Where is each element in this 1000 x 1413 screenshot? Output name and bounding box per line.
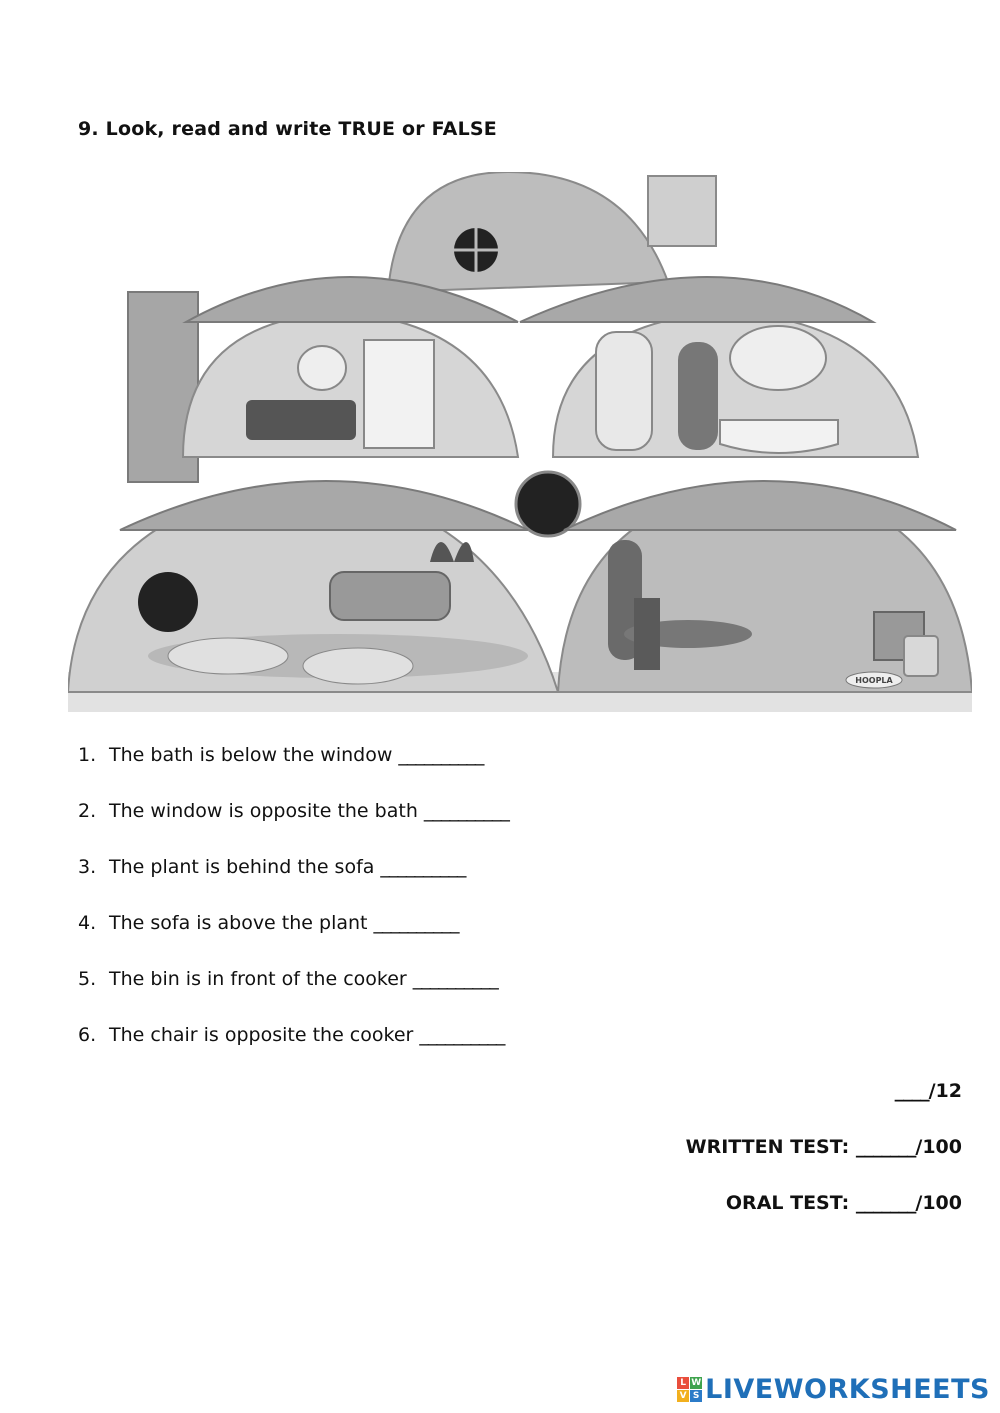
tv xyxy=(138,572,198,632)
chair xyxy=(634,598,660,670)
oral-test-total: /100 xyxy=(915,1192,962,1214)
answer-blank[interactable]: __________ xyxy=(373,912,459,934)
bedroom-window xyxy=(298,346,346,390)
bath xyxy=(720,420,838,453)
question-list xyxy=(78,744,509,1080)
question-item xyxy=(78,1024,509,1080)
section-score-total: /12 xyxy=(928,1080,962,1102)
question-text: The plant is behind the sofa xyxy=(109,856,375,878)
living-room-roof xyxy=(120,481,528,530)
logo-text: LIVEWORKSHEETS xyxy=(705,1374,990,1405)
shower xyxy=(596,332,652,450)
answer-blank[interactable]: __________ xyxy=(419,1024,505,1046)
question-number: 2. xyxy=(78,800,97,822)
question-item xyxy=(78,968,509,1024)
bathroom-door xyxy=(678,342,718,450)
question-item xyxy=(78,912,509,968)
sofa xyxy=(330,572,450,620)
question-item xyxy=(78,744,509,800)
question-number: 3. xyxy=(78,856,97,878)
cushion-right xyxy=(303,648,413,684)
question-number: 4. xyxy=(78,912,97,934)
question-number: 5. xyxy=(78,968,97,990)
logo-block: W xyxy=(691,1378,702,1388)
house-illustration xyxy=(68,172,972,712)
answer-blank[interactable]: __________ xyxy=(423,800,509,822)
oral-test-score xyxy=(686,1192,962,1248)
logo-block: L xyxy=(677,1377,689,1389)
oral-test-blank[interactable]: _______ xyxy=(855,1192,916,1214)
liveworksheets-logo xyxy=(677,1374,990,1405)
question-text: The bath is below the window xyxy=(109,744,393,766)
question-text: The sofa is above the plant xyxy=(109,912,368,934)
chimney xyxy=(648,176,716,246)
written-test-score xyxy=(686,1136,962,1192)
logo-blocks-icon xyxy=(677,1377,702,1402)
section-score xyxy=(686,1080,962,1136)
question-number: 1. xyxy=(78,744,97,766)
cushion-left xyxy=(168,638,288,674)
question-item xyxy=(78,856,509,912)
wardrobe xyxy=(364,340,434,448)
top-dome xyxy=(388,172,668,292)
kitchen-roof xyxy=(564,481,956,530)
section-score-blank[interactable]: ____ xyxy=(894,1080,929,1102)
bed xyxy=(246,400,356,440)
doormat-text: HOOPLA xyxy=(855,676,893,685)
question-text: The chair is opposite the cooker xyxy=(109,1024,414,1046)
logo-block: V xyxy=(677,1390,689,1402)
bathroom-window xyxy=(730,326,826,390)
question-text: The bin is in front of the cooker xyxy=(109,968,407,990)
score-summary xyxy=(686,1080,962,1248)
bin xyxy=(904,636,938,676)
oral-test-label: ORAL TEST: xyxy=(725,1192,850,1214)
written-test-total: /100 xyxy=(915,1136,962,1158)
written-test-blank[interactable]: _______ xyxy=(855,1136,916,1158)
answer-blank[interactable]: __________ xyxy=(380,856,466,878)
logo-block: S xyxy=(690,1390,702,1402)
written-test-label: WRITTEN TEST: xyxy=(685,1136,850,1158)
question-text: The window is opposite the bath xyxy=(109,800,418,822)
answer-blank[interactable]: __________ xyxy=(398,744,484,766)
exercise-heading: 9. Look, read and write TRUE or FALSE xyxy=(78,118,497,140)
question-item xyxy=(78,800,509,856)
question-number: 6. xyxy=(78,1024,97,1046)
answer-blank[interactable]: __________ xyxy=(412,968,498,990)
